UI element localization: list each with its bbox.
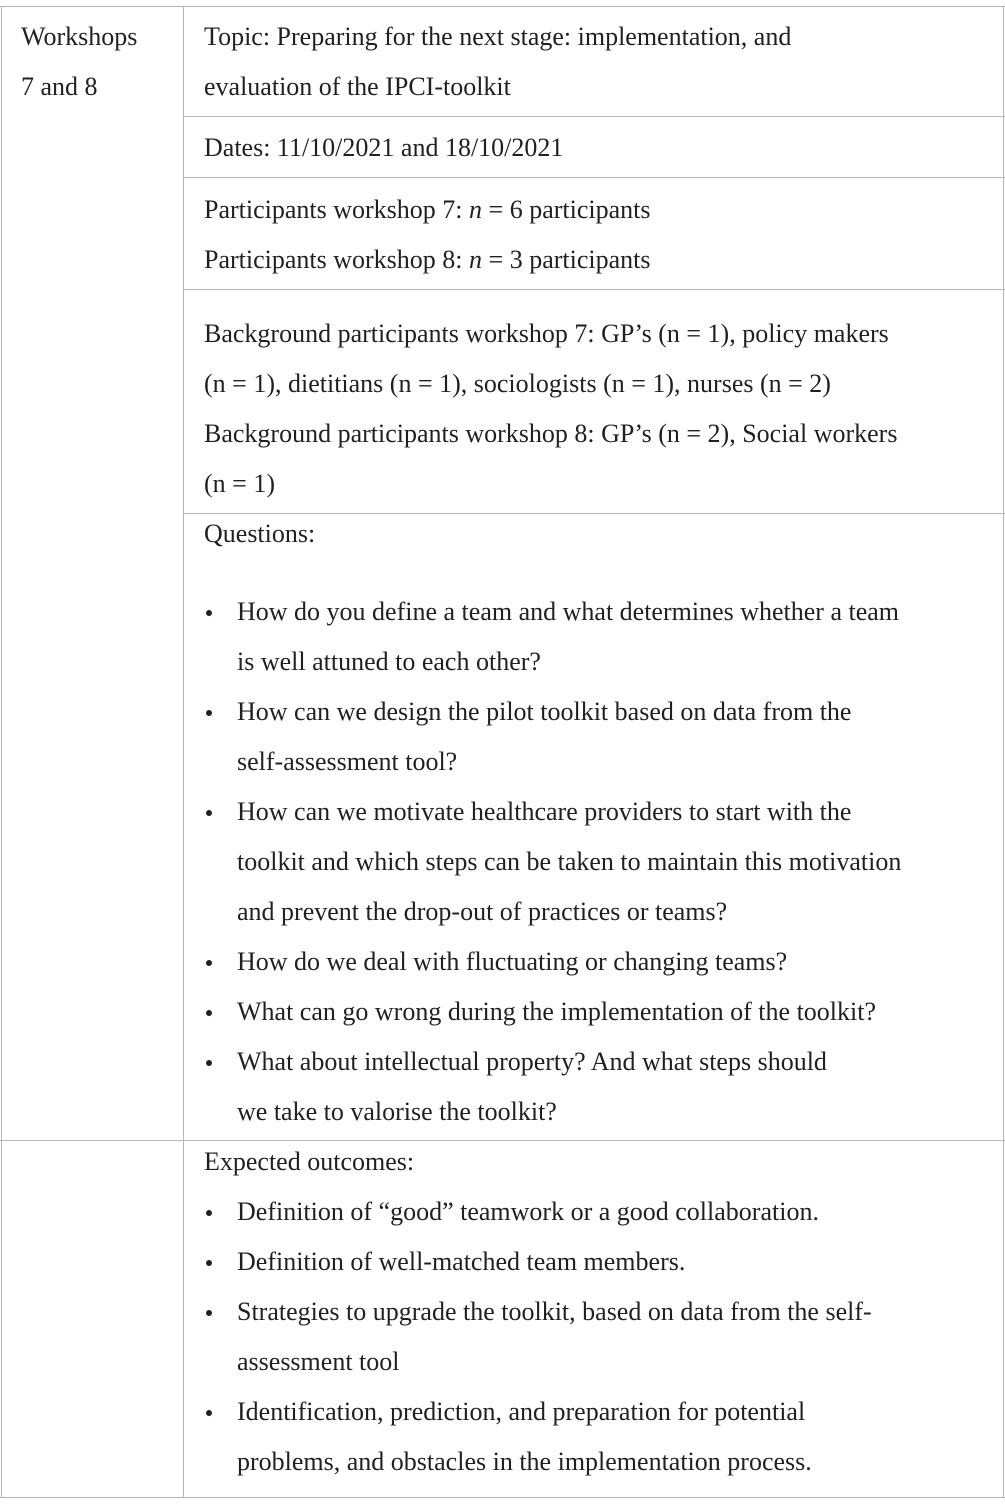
dates-text: Dates: 11/10/2021 and 18/10/2021 xyxy=(204,133,564,162)
row-label-line-2: 7 and 8 xyxy=(21,72,98,101)
participants-workshop-7: Participants workshop 7: n = 6 participants xyxy=(204,195,651,224)
row-divider-questions xyxy=(0,1140,1005,1141)
question-3-bullet xyxy=(206,810,212,816)
background-line-4: (n = 1) xyxy=(204,469,275,498)
question-5-bullet xyxy=(206,1010,212,1016)
outcome-4-line-1: Identification, prediction, and preparation for potential xyxy=(237,1397,806,1426)
questions-heading: Questions: xyxy=(204,519,316,548)
question-1-line-1: How do you define a team and what determines whether a team xyxy=(237,597,900,626)
outcome-4-line-2: problems, and obstacles in the implementation process. xyxy=(237,1447,812,1476)
column-divider xyxy=(183,6,184,1498)
question-2-line-1: How can we design the pilot toolkit based on data from the xyxy=(237,697,852,726)
outcome-2-bullet xyxy=(206,1260,212,1266)
question-6-line-1: What about intellectual property? And what steps should xyxy=(237,1047,827,1076)
topic-line-1: Topic: Preparing for the next stage: implementation, and xyxy=(204,22,792,51)
question-2-line-2: self-assessment tool? xyxy=(237,747,458,776)
question-4-bullet xyxy=(206,960,212,966)
question-6-bullet xyxy=(206,1060,212,1066)
table-top-border xyxy=(0,6,1005,7)
background-line-2: (n = 1), dietitians (n = 1), sociologists (n = 1), nurses (n = 2) xyxy=(204,369,831,398)
outcome-1-bullet xyxy=(206,1210,212,1216)
question-2-bullet xyxy=(206,710,212,716)
question-1-line-2: is well attuned to each other? xyxy=(237,647,541,676)
row-label-line-1: Workshops xyxy=(21,22,138,51)
question-1-bullet xyxy=(206,610,212,616)
table-bottom-border xyxy=(0,1497,1005,1498)
question-3-line-3: and prevent the drop-out of practices or teams? xyxy=(237,897,728,926)
question-6-line-2: we take to valorise the toolkit? xyxy=(237,1097,557,1126)
outcome-1-line-1: Definition of “good” teamwork or a good collaboration. xyxy=(237,1197,819,1226)
outcome-3-line-1: Strategies to upgrade the toolkit, based on data from the self- xyxy=(237,1297,872,1326)
participants-workshop-8: Participants workshop 8: n = 3 participants xyxy=(204,245,651,274)
outcome-2-line-1: Definition of well-matched team members. xyxy=(237,1247,686,1276)
background-line-1: Background participants workshop 7: GP’s (n = 1), policy makers xyxy=(204,319,889,348)
table-right-border xyxy=(1003,6,1004,1498)
question-3-line-2: toolkit and which steps can be taken to maintain this motivation xyxy=(237,847,902,876)
outcomes-heading: Expected outcomes: xyxy=(204,1147,415,1176)
question-4-line-1: How do we deal with fluctuating or changing teams? xyxy=(237,947,788,976)
outcome-3-bullet xyxy=(206,1310,212,1316)
table-left-border xyxy=(1,6,2,1498)
question-5-line-1: What can go wrong during the implementation of the toolkit? xyxy=(237,997,877,1026)
question-3-line-1: How can we motivate healthcare providers to start with the xyxy=(237,797,852,826)
background-line-3: Background participants workshop 8: GP’s (n = 2), Social workers xyxy=(204,419,898,448)
outcome-4-bullet xyxy=(206,1410,212,1416)
topic-line-2: evaluation of the IPCI-toolkit xyxy=(204,72,511,101)
outcome-3-line-2: assessment tool xyxy=(237,1347,400,1376)
row-divider-topic xyxy=(183,116,1005,117)
row-divider-participants xyxy=(183,289,1005,290)
row-divider-dates xyxy=(183,177,1005,178)
